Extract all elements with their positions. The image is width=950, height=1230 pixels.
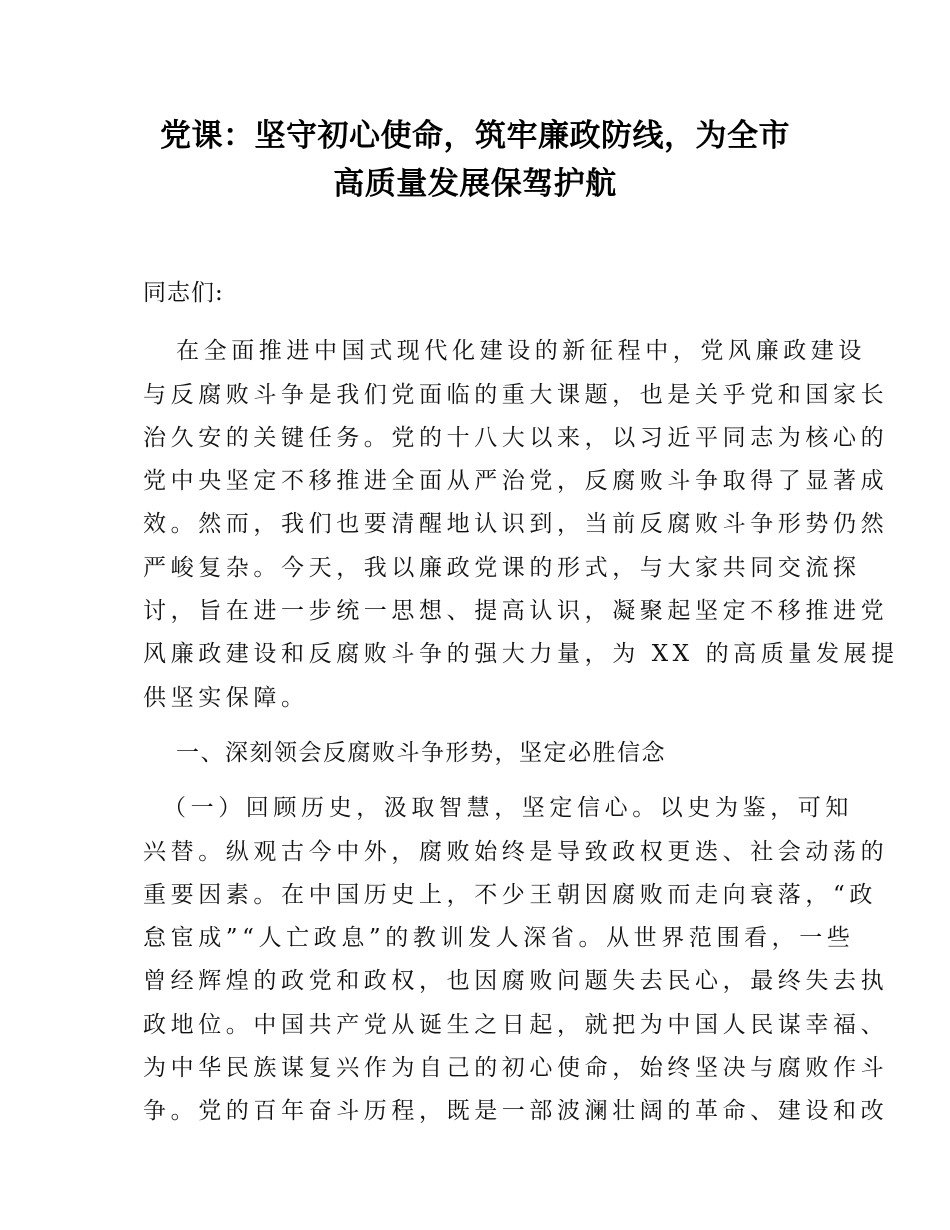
text-line: 怠宦成”“人亡政息”的教训发人深省。从世界范围看，一些 [143,925,855,952]
paragraph-history [143,787,889,1133]
text-line: 供坚实保障。 [143,684,309,711]
document-title [120,112,830,208]
salutation: 同志们: [143,280,224,306]
text-line: 讨，旨在进一步统一思想、提高认识，凝聚起坚定不移推进党 [143,598,889,625]
paragraph-intro [143,330,899,720]
text-line: 效。然而，我们也要清醒地认识到，当前反腐败斗争形势仍然 [143,511,889,538]
text-line: 曾经辉煌的政党和政权，也因腐败问题失去民心，最终失去执 [143,968,889,995]
text-line: 重要因素。在中国历史上，不少王朝因腐败而走向衰落，“政 [143,881,877,908]
text-line: 风廉政建设和反腐败斗争的强大力量，为 XX 的高质量发展提 [143,641,899,668]
text-line: 在全面推进中国式现代化建设的新征程中，党风廉政建设 [176,338,866,365]
text-line: 政地位。中国共产党从诞生之日起，就把为中国人民谋幸福、 [143,1011,889,1038]
text-line: 为中华民族谋复兴作为自己的初心使命，始终坚决与腐败作斗 [143,1055,889,1082]
title-line-1: 党课：坚守初心使命，筑牢廉政防线，为全市 [160,118,790,154]
text-line: 与反腐败斗争是我们党面临的重大课题，也是关乎党和国家长 [143,381,889,408]
section-heading-1: 一、深刻领会反腐败斗争形势，坚定必胜信念 [176,739,666,766]
text-line: （一）回顾历史，汲取智慧，坚定信心。以史为鉴，可知 [163,795,853,822]
text-line: 严峻复杂。今天，我以廉政党课的形式，与大家共同交流探 [143,554,861,581]
document-body [143,272,899,1134]
title-line-2: 高质量发展保驾护航 [333,166,617,202]
text-line: 兴替。纵观古今中外，腐败始终是导致政权更迭、社会动荡的 [143,838,889,865]
text-line: 争。党的百年奋斗历程，既是一部波澜壮阔的革命、建设和改 [143,1098,889,1125]
text-line: 治久安的关键任务。党的十八大以来，以习近平同志为核心的 [143,424,889,451]
text-line: 党中央坚定不移推进全面从严治党，反腐败斗争取得了显著成 [143,468,889,495]
